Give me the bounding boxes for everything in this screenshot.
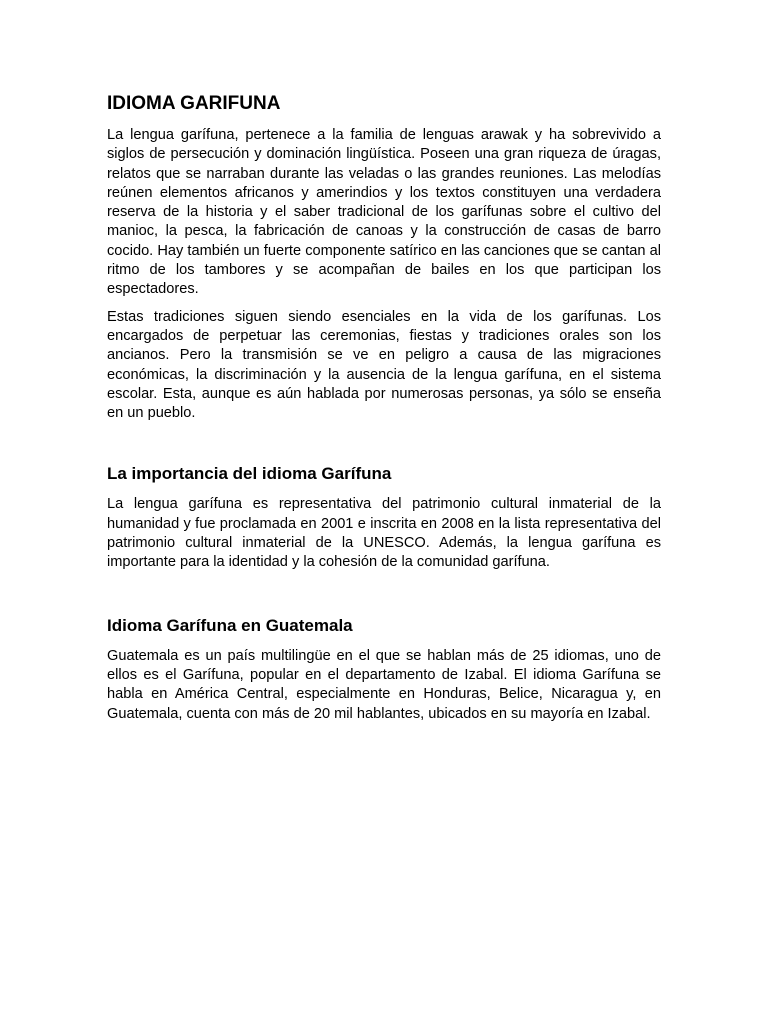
section-paragraph-guatemala: Guatemala es un país multilingüe en el que se hablan más de 25 idiomas, uno de ellos es el Garífuna, popular en el departamento de Izabal. El idioma Garífuna se habla en América Central, especialmente en Honduras, Belice, Nicaragua y, en Guatemala, cuenta con más de 20 mil hablantes, ubicados en su mayoría en Izabal. [107, 647, 661, 722]
section-paragraph-importance: La lengua garífuna es representativa del patrimonio cultural inmaterial de la humanidad y fue proclamada en 2001 e inscrita en 2008 en la lista representativa del patrimonio cultural inmaterial de la UNESCO. Además, la lengua garífuna es importante para la identidad y la cohesión de la comunidad garífuna. [107, 496, 661, 571]
intro-paragraph-2: Estas tradiciones siguen siendo esenciales en la vida de los garífunas. Los encargados de perpetuar las ceremonias, fiestas y tradiciones orales son los ancianos. Pero la transmisión se ve en peligro a causa de las migraciones económicas, la discriminación y la ausencia de la lengua garífuna, en el sistema escolar. Esta, aunque es aún hablada por numerosas personas, ya sólo se enseña en un pueblo. [107, 308, 661, 422]
document-page [107, 92, 661, 732]
section-heading-importance: La importancia del idioma Garífuna [107, 464, 392, 484]
section-heading-guatemala: Idioma Garífuna en Guatemala [107, 615, 353, 635]
document-title: IDIOMA GARIFUNA [107, 93, 281, 114]
intro-paragraph-1: La lengua garífuna, pertenece a la familia de lenguas arawak y ha sobrevivido a siglos de persecución y dominación lingüística. Poseen una gran riqueza de úragas, relatos que se narraban durante las veladas o las grandes reuniones. Las melodías reúnen elementos africanos y amerindios y los textos constituyen una verdadera reserva de la historia y el saber tradicional de los garífunas sobre el cultivo del manioc, la pesca, la fabricación de canoas y la construcción de casas de barro cocido. Hay también un fuerte componente satírico en las canciones que se cantan al ritmo de los tambores y se acompañan de bailes en los que participan los espectadores. [107, 127, 661, 298]
